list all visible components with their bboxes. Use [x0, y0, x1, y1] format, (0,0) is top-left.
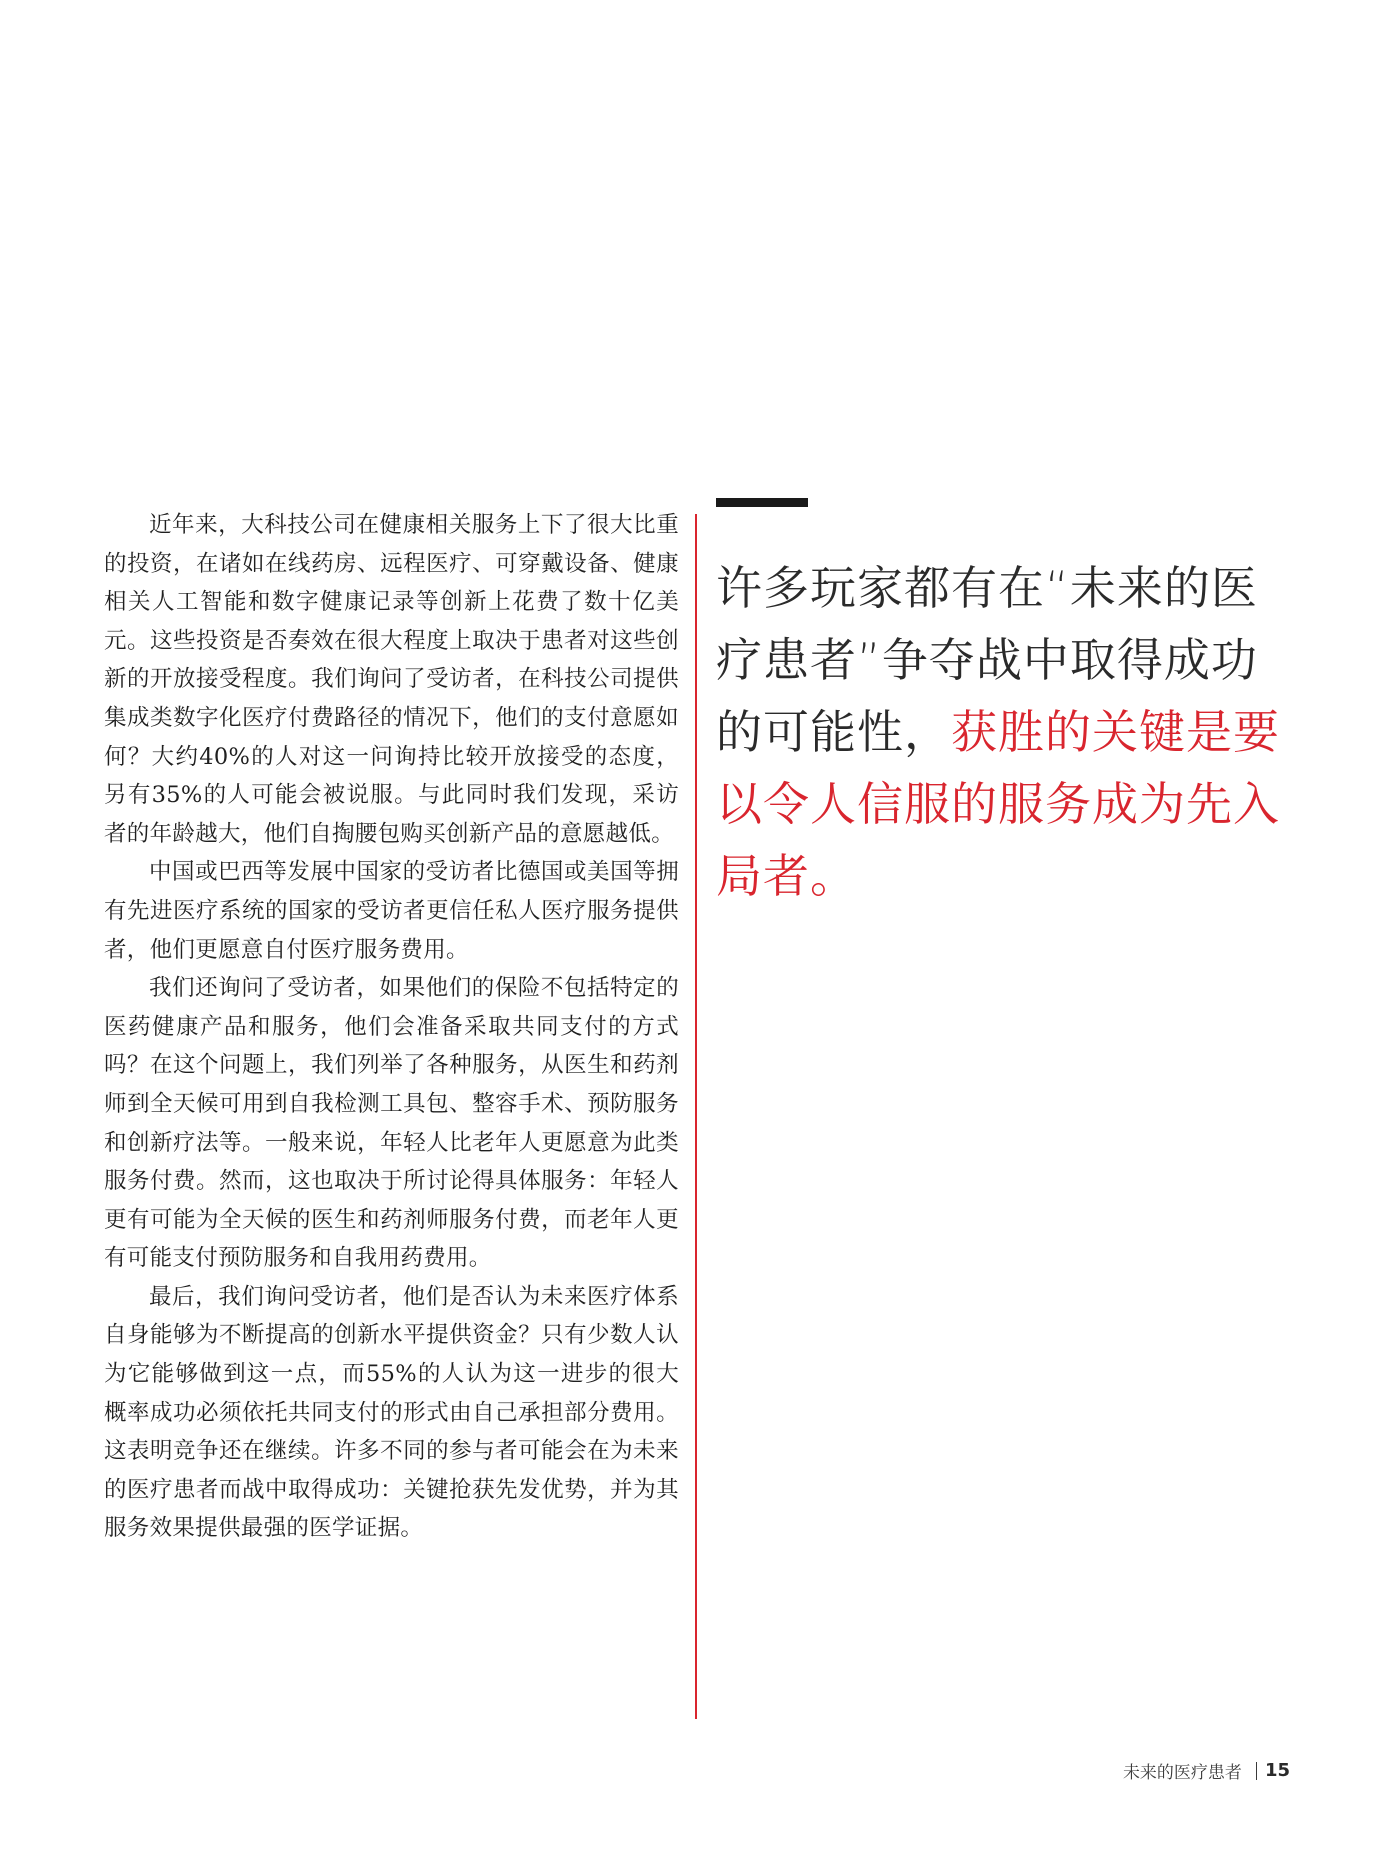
pull-quote: [716, 552, 1301, 912]
body-paragraph-4: 最后，我们询问受访者，他们是否认为未来医疗体系自身能够为不断提高的创新水平提供资金？只有少数人认为它能够做到这一点，而55%的人认为这一进步的很大概率成功必须依托共同支付的形式由自己承担部分费用。这表明竞争还在继续。许多不同的参与者可能会在为未来的医疗患者而战中取得成功：关键抢获先发优势，并为其服务效果提供最强的医学证据。: [104, 1283, 679, 1542]
pull-quote-text: 许多玩家都有在“未来的医疗患者”争夺战中取得成功的可能性，: [716, 561, 1258, 759]
page-footer: [1123, 1758, 1290, 1783]
body-text-column: [104, 506, 679, 1548]
footer-separator: [1256, 1762, 1257, 1780]
footer-section-title: 未来的医疗患者: [1122, 1763, 1242, 1783]
body-paragraph-2: 中国或巴西等发展中国家的受访者比德国或美国等拥有先进医疗系统的国家的受访者更信任私人医疗服务提供者，他们更愿意自付医疗服务费用。: [104, 859, 679, 963]
page-number: 15: [1264, 1760, 1290, 1781]
body-paragraph-3: 我们还询问了受访者，如果他们的保险不包括特定的医药健康产品和服务，他们会准备采取共同支付的方式吗？在这个问题上，我们列举了各种服务，从医生和药剂师到全天候可用到自我检测工具包、整容手术、预防服务和创新疗法等。一般来说，年轻人比老年人更愿意为此类服务付费。然而，这也取决于所讨论得具体服务：年轻人更有可能为全天候的医生和药剂师服务付费，而老年人更有可能支付预防服务和自我用药费用。: [104, 975, 679, 1272]
pull-quote-highlight: 获胜的关键是要以令人信服的服务成为先入局者。: [716, 705, 1280, 903]
body-paragraph-1: 近年来，大科技公司在健康相关服务上下了很大比重的投资，在诸如在线药房、远程医疗、可穿戴设备、健康相关人工智能和数字健康记录等创新上花费了数十亿美元。这些投资是否奏效在很大程度上取决于患者对这些创新的开放接受程度。我们询问了受访者，在科技公司提供集成类数字化医疗付费路径的情况下，他们的支付意愿如何？大约40%的人对这一问询持比较开放接受的态度，另有35%的人可能会被说服。与此同时我们发现，采访者的年龄越大，他们自掏腰包购买创新产品的意愿越低。: [104, 512, 679, 847]
pull-quote-bar: [716, 498, 808, 507]
column-divider: [695, 514, 697, 1719]
